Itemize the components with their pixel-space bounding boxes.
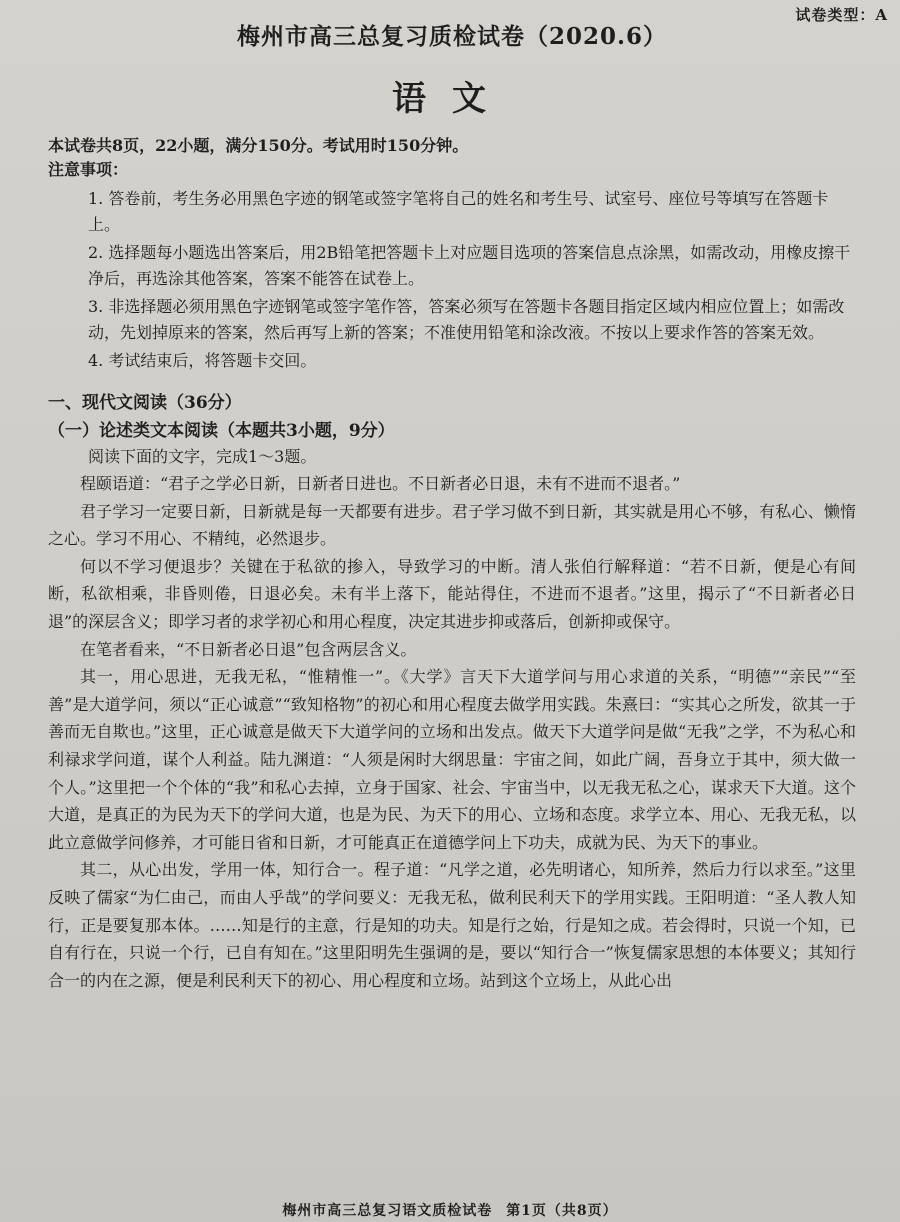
page-footer bbox=[0, 1200, 900, 1220]
passage-paragraph: 其一，用心思进，无我无私，“惟精惟一”。《大学》言天下大道学问与用心求道的关系，“明德”“亲民”“至善”是大道学问，须以“正心诚意”“致知格物”的初心和用心程度去做学用实践。朱熹曰：“实其心之所发，欲其一于善而无自欺也。”这里，正心诚意是做天下大道学问的立场和出发点。做天下大道学问是做“无我”之学，不为私心和利禄求学问道，谋个人利益。陆九渊道：“人须是闲时大纲思量：宇宙之间，如此广阔，吾身立于其中，须大做一个人。”这里把一个个体的“我”和私心去掉，立身于国家、社会、宇宙当中，以无我无私之心，谋求天下大道。这个大道，是真正的为民为天下的学问大道，也是为民、为天下的用心、立场和态度。求学立本、用心、无我无私，以此立意做学问修养，才可能日省和日新，才可能真正在道德学问上下功夫，成就为民、为天下的事业。 bbox=[48, 667, 856, 852]
passage-paragraph: 何以不学习便退步？关键在于私欲的掺入，导致学习的中断。清人张伯行解释道：“若不日新，便是心有间断，私欲相乘，非昏则倦，日退必矣。未有半上落下，能站得住，不进而不退者。”这里，揭示了“不日新者必日退”的深层含义；即学习者的求学初心和用心程度，决定其进步抑或落后，创新抑或保守。 bbox=[48, 556, 856, 631]
notice-item: 4. 考试结束后，将答题卡交回。 bbox=[88, 351, 317, 370]
subject-title: 语文 bbox=[392, 79, 512, 119]
footer-exam-name: 梅州市高三总复习语文质检试卷 bbox=[282, 1203, 493, 1219]
reading-instruction: 阅读下面的文字，完成1～3题。 bbox=[88, 447, 317, 466]
footer-page-number: 第1页（共8页） bbox=[506, 1203, 618, 1219]
reading-passage bbox=[48, 470, 856, 994]
subsection-heading: （一）论述类文本阅读（本题共3小题，9分） bbox=[48, 421, 395, 441]
passage-paragraph: 在笔者看来，“不日新者必日退”包含两层含义。 bbox=[80, 639, 417, 659]
paper-type-label: 试卷类型：A bbox=[795, 6, 888, 24]
passage-paragraph: 君子学习一定要日新，日新就是每一天都要有进步。君子学习做不到日新，其实就是用心不够，有私心、懒惰之心。学习不用心、不精纯，必然退步。 bbox=[48, 501, 856, 549]
notice-item: 2. 选择题每小题选出答案后，用2B铅笔把答题卡上对应题目选项的答案信息点涂黑，如需改动，用橡皮擦干净后，再选涂其他答案，答案不能答在试卷上。 bbox=[88, 243, 851, 288]
notice-heading: 注意事项： bbox=[48, 160, 129, 179]
exam-summary: 本试卷共8页，22小题，满分150分。考试用时150分钟。 bbox=[48, 136, 469, 155]
exam-title: 梅州市高三总复习质检试卷（2020.6） bbox=[236, 23, 668, 50]
notice-list bbox=[48, 186, 856, 374]
notice-item: 3. 非选择题必须用黑色字迹钢笔或签字笔作答，答案必须写在答题卡各题目指定区域内相应位置上；如需改动，先划掉原来的答案，然后再写上新的答案；不准使用铅笔和涂改液。不按以上要求作答的答案无效。 bbox=[88, 297, 845, 342]
notice-item: 1. 答卷前，考生务必用黑色字迹的钢笔或签字笔将自己的姓名和考生号、试室号、座位号等填写在答题卡上。 bbox=[88, 189, 829, 234]
section-heading: 一、现代文阅读（36分） bbox=[48, 393, 242, 413]
passage-paragraph: 其二，从心出发，学用一体，知行合一。程子道：“凡学之道，必先明诸心，知所养，然后力行以求至。”这里反映了儒家“为仁由己，而由人乎哉”的学问要义：无我无私，做利民利天下的学用实践。王阳明道：“圣人教人知行，正是要复那本体。……知是行的主意，行是知的功夫。知是行之始，行是知之成。若会得时，只说一个知，已自有行在，只说一个行，已自有知在。”这里阳明先生强调的是，要以“知行合一”恢复儒家思想的本体要义；其知行合一的内在之源，便是利民利天下的初心、用心程度和立场。站到这个立场上，从此心出 bbox=[48, 860, 856, 990]
passage-paragraph: 程颐语道：“君子之学必日新，日新者日进也。不日新者必日退，未有不进而不退者。” bbox=[80, 474, 681, 493]
